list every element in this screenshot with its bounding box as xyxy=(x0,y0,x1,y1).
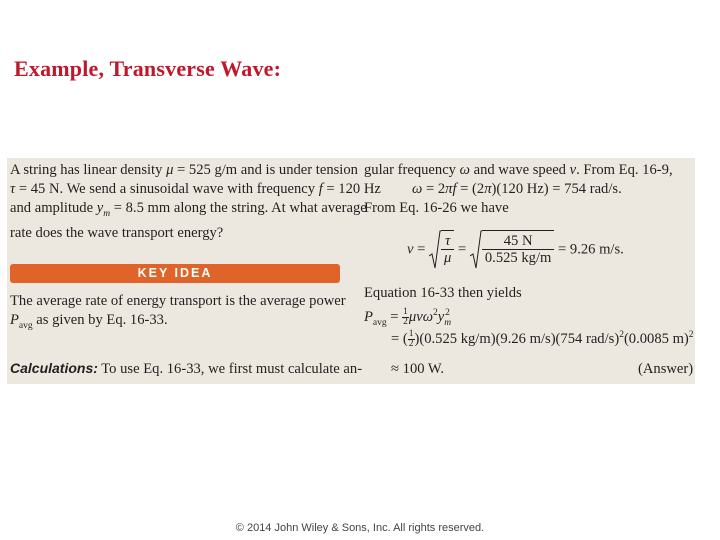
key-idea-bar: KEY IDEA xyxy=(10,264,340,283)
pavg-substitution: = ( $\frac{1}{2}$ )(0.525 kg/m)(9.26 m/s)(754 rad/s)$^2$(0.0085 m)$^2$ xyxy=(391,329,694,350)
sqrt-tau-mu: $\frac{\tau}{\mu}$ xyxy=(429,230,454,270)
problem-line-1: A string has linear density μ = 525 g/m and is under tension xyxy=(10,162,358,178)
calculations-body: To use Eq. 16-33, we first must calculate an- xyxy=(97,361,363,377)
pavg-formula: $P_{avg}$ = $\frac{1}{2}$ $\mu v\omega^2y_m^2$ xyxy=(364,307,452,328)
solution-line-5: Equation 16-33 then yields xyxy=(364,285,522,301)
solution-line-3: From Eq. 16-26 we have xyxy=(364,200,509,216)
omega-equation: ω = 2πf = (2π)(120 Hz) = 754 rad/s. xyxy=(412,181,622,197)
radical-icon xyxy=(470,230,482,270)
solution-line-1: gular frequency ω and wave speed v. From Eq. 16-9, xyxy=(364,162,673,178)
calculations-label: Calculations: xyxy=(10,360,98,376)
copyright-footer: © 2014 John Wiley & Sons, Inc. All rights reserved. xyxy=(235,522,485,534)
velocity-equation: v = $\frac{\tau}{\mu}$ = $\frac{45 N}{0.525 kg/m}$ = 9.26 m/s. xyxy=(407,230,624,270)
calculations-text xyxy=(10,359,362,379)
velocity-result: = 9.26 m/s. xyxy=(558,241,624,258)
solution-column xyxy=(364,161,694,218)
problem-line-4: rate does the wave transport energy? xyxy=(10,224,224,241)
problem-line-2: τ = 45 N. We send a sinusoidal wave with frequency f = 120 Hz xyxy=(10,181,381,197)
sqrt-numeric: $\frac{45 N}{0.525 kg/m}$ xyxy=(470,230,554,270)
problem-column xyxy=(10,161,381,243)
key-idea-line-1: The average rate of energy transport is the average power xyxy=(10,293,346,309)
answer-label: (Answer) xyxy=(638,361,694,377)
problem-line-3: and amplitude $y_m = 8.5$ mm along the string. At what average xyxy=(10,200,367,219)
slide-title: Example, Transverse Wave: xyxy=(14,56,282,81)
example-panel xyxy=(7,158,695,384)
pavg-result: ≈ 100 W. xyxy=(391,361,445,377)
radical-icon xyxy=(429,230,441,270)
key-idea-text xyxy=(10,292,346,336)
key-idea-line-2: $P_{avg}$ as given by Eq. 16-33. xyxy=(10,312,168,331)
